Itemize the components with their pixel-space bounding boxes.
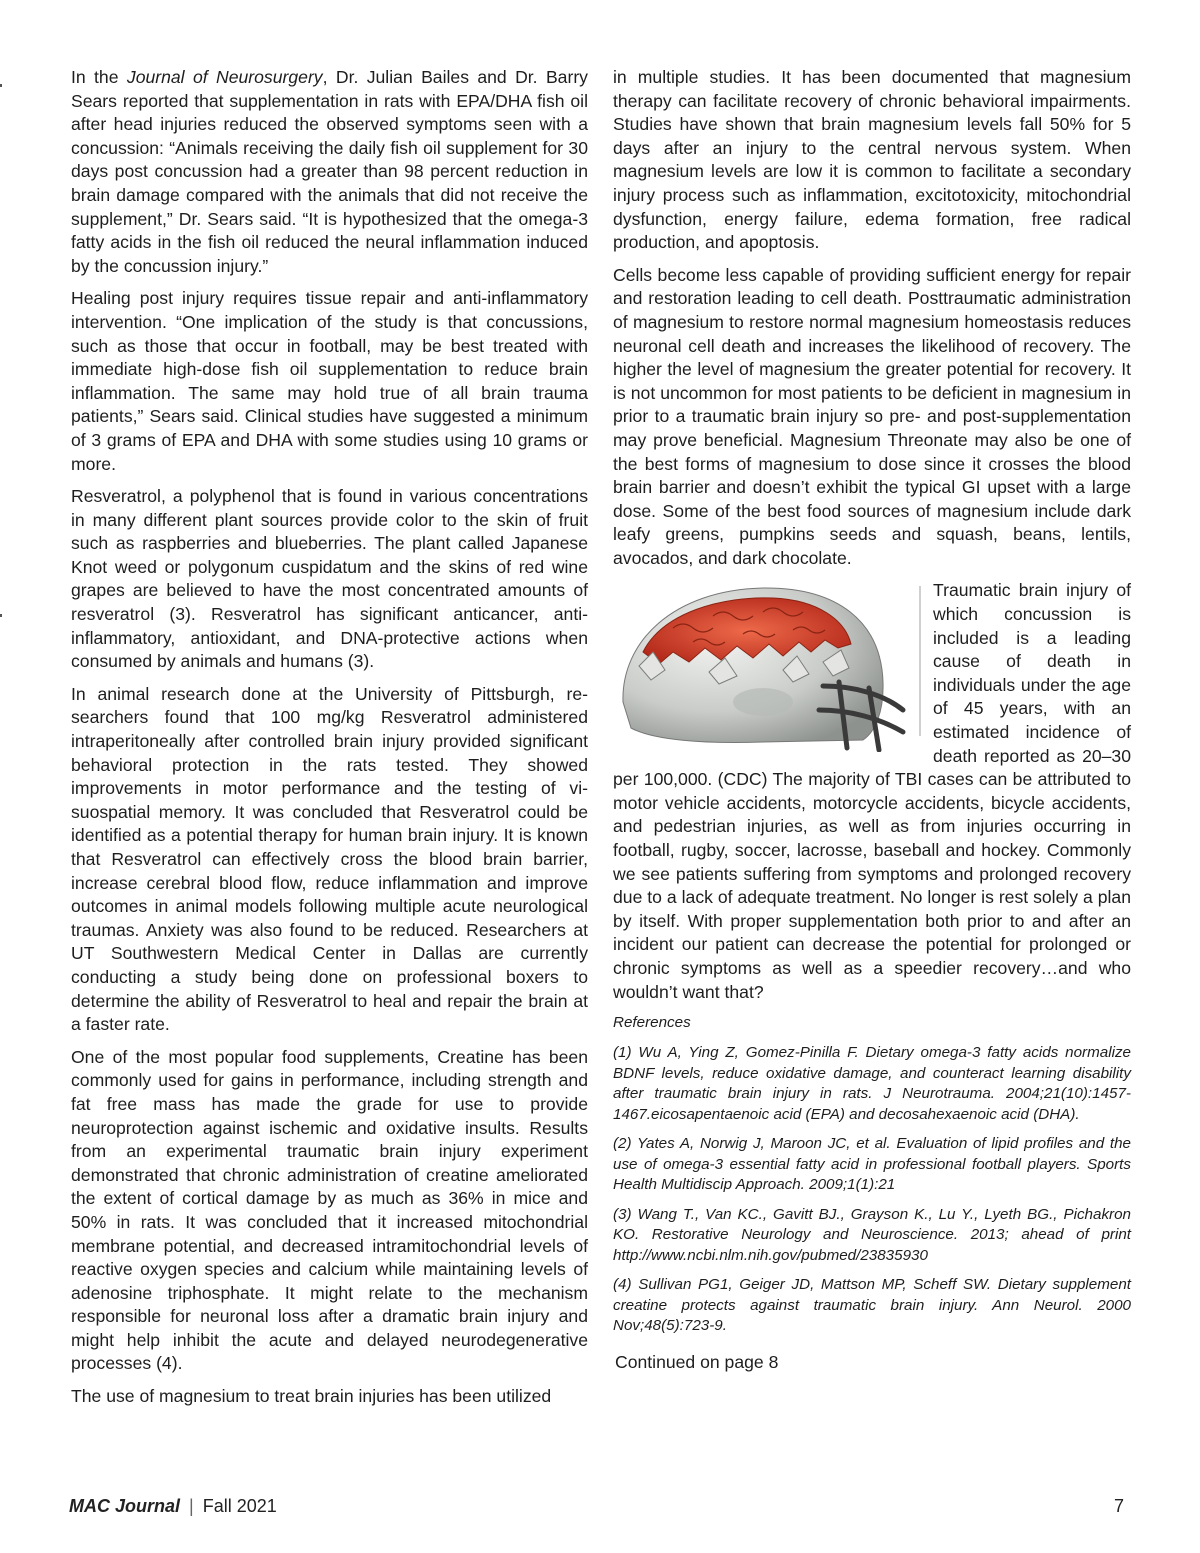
paragraph-fish-oil-study: In the Journal of Neurosurgery, Dr. Julian Bailes and Dr. Barry Sears reported that supplementation in rats with EPA/DHA fish oil after head injuries reduced the observed symptoms seen with a concussion: “Animals receiving the daily fish oil supplement for 30 days post concussion had a greater than 98 percent reduction in brain damage compared with the animals that did not receive the supplement,” Dr. Sears said. “It is hypothesized that the omega-3 fatty acids in the fish oil reduced the neural inflammation induced by the concussion injury.” xyxy=(71,67,588,276)
reference-item: (1) Wu A, Ying Z, Gomez-Pinilla F. Dietary omega-3 fatty acids normalize BDNF levels, reduce oxidative damage, and counteract learning disability after traumatic brain injury in rats. J Neurotrauma. 2004;21(10):1457-1467.eicosapentaenoic acid (EPA) and decosahexaenoic acid (DHA). xyxy=(613,1044,1131,1123)
footer-separator: | xyxy=(189,1496,194,1516)
paragraph-magnesium-studies: in multiple studies. It has been documented that magnesium therapy can facilitate recovery of chronic behavioral impairments. Studies have shown that brain magnesium levels fall 50% for 5 days after an injury to the central nervous system. When magnesium levels are low it is common to facilitate a secondary injury process such as inflammation, excitotoxicity, mitochondrial dysfunction, energy failure, edema formation, free radical production, and apoptosis. xyxy=(613,67,1131,253)
paragraph-tbi-statistics: Traumatic brain injury of which concussion is included is a leading cause of death in individuals under the age of 45 years, with an estimated incidence of death reported as 20–30 per 100,000. (CDC) The majority of TBI cases can be attributed to motor vehicle accidents, motorcycle accidents, bicycle accidents, and pedestrian injuries, as well as from injuries occurring in football, rugby, soccer, lacrosse, baseball and hockey. Commonly we see patients suffering from symptoms and prolonged recovery due to a lack of adequate treatment. No longer is rest solely a plan by itself. With proper supplementation both prior to and after an incident our patient can decrease the potential for prolonged or chronic symptoms as well as a speedier recovery…and who wouldn’t want that? xyxy=(613,580,1131,1002)
edge-mark-middle xyxy=(0,614,2,617)
figure-divider xyxy=(919,586,921,736)
page-footer xyxy=(69,1496,277,1517)
references-heading: References xyxy=(613,1014,691,1032)
paragraph-healing: Healing post injury requires tissue repair and anti-inflammatory intervention. “One implication of the study is that concussions, such as those that occur in football, may be best treated with immediate high-dose fish oil supplementation to reduce brain inflammation. The same may hold true of all brain trauma patients,” Sears said. Clinical studies have suggested a minimum of 3 grams of EPA and DHA with some studies using 10 grams or more. xyxy=(71,288,588,474)
right-column xyxy=(613,66,1131,1383)
paragraph-resveratrol: Resveratrol, a polyphenol that is found in various concentrations in many different plant sources provide color to the skin of fruit such as raspberries and blueberries. The plant called Japanese Knot weed or polygonum cuspidatum and the skins of red wine grapes are believed to have the most concentrated amounts of resveratrol (3). Resveratrol has significant anticancer, anti-inflammatory, antioxidant, and DNA-protective actions when consumed by animals and humans (3). xyxy=(71,486,588,672)
paragraph-creatine: One of the most popular food supplements, Creatine has been commonly used for gains in performance, including strength and fat free mass has made the grade for use to provide neuroprotection against ischemic and oxidative insults. Results from an experimental traumatic brain injury experiment demonstrated that chronic administration of creatine ameliorated the extent of cortical damage by as much as 36% in mice and 50% in rats. It was concluded that it increased mitochondrial membrane potential, and decreased intramitochondrial levels of reactive oxygen species and calcium while maintaining levels of adenosine triphosphate. It might relate to the mechanism responsible for neuronal loss after a dramatic brain injury and might help inhibit the acute and delayed neurodegenerative processes (4). xyxy=(71,1046,588,1374)
helmet-brain-figure xyxy=(613,582,909,752)
paragraph-magnesium-intro: The use of magnesium to treat brain injuries has been utilized xyxy=(71,1386,552,1407)
continued-notice: Continued on page 8 xyxy=(615,1351,779,1372)
paragraph-cell-energy: Cells become less capable of providing sufficient energy for repair and restoration leading to cell death. Posttraumatic administration of magnesium to restore normal magnesium homeostasis reduces neuronal cell death and increases the likelihood of recovery. The higher the level of magnesium the greater potential for recovery. It is not uncommon for most patients to be deficient in magnesium in prior to a traumatic brain injury so pre- and post-supplementation may prove beneficial. Magnesium Threonate may also be one of the best forms of magnesium to dose since it crosses the blood brain barrier and doesn’t exhibit the typical GI upset with a large dose. Some of the best food sources of magnesium include dark leafy greens, pumpkins seeds and squash, beans, lentils, avocados, and dark chocolate. xyxy=(613,264,1131,568)
edge-mark-top xyxy=(0,84,2,87)
reference-item: (3) Wang T., Van KC., Gavitt BJ., Grayson K., Lu Y., Lyeth BG., Pichakron KO. Restorative Neurology and Neuroscience. 2013; ahead of print http://www.ncbi.nlm.nih.gov/pubmed/23835930 xyxy=(613,1205,1131,1264)
paragraph-pittsburgh-research: In animal research done at the University of Pittsburgh, researchers found that 100 mg/kg Resveratrol administered intraperitoneally after controlled brain injury provided significant behavioral protection in the rats tested. They showed improvements in motor performance and the testing of visuospatial memory. It was concluded that Resveratrol could be identified as a potential therapy for human brain injury. It is known that Resveratrol can effectively cross the blood brain barrier, increase cerebral blood flow, reduce inflammation and improve outcomes in animal models following multiple acute neurological traumas. Anxiety was also found to be reduced. Researchers at UT Southwestern Medical Center in Dallas are currently conducting a study being done on professional boxers to determine the ability of Resveratrol to heal and repair the brain at a faster rate. xyxy=(71,683,588,1035)
footer-issue: Fall 2021 xyxy=(202,1496,277,1516)
page-number: 7 xyxy=(1114,1496,1125,1516)
cracked-helmet-brain-image xyxy=(613,582,909,752)
left-column xyxy=(71,66,588,1409)
reference-item: (4) Sullivan PG1, Geiger JD, Mattson MP, Scheff SW. Dietary supplement creatine protects against traumatic brain injury. Ann Neurol. 2000 Nov;48(5):723-9. xyxy=(613,1276,1131,1335)
reference-item: (2) Yates A, Norwig J, Maroon JC, et al. Evaluation of lipid profiles and the use of omega-3 essential fatty acid in professional football players. Sports Health Multidiscip Approach. 2009;1(1):21 xyxy=(613,1135,1131,1194)
footer-journal-name: MAC Journal xyxy=(69,1496,181,1516)
journal-title: Journal of Neurosurgery xyxy=(126,67,323,87)
